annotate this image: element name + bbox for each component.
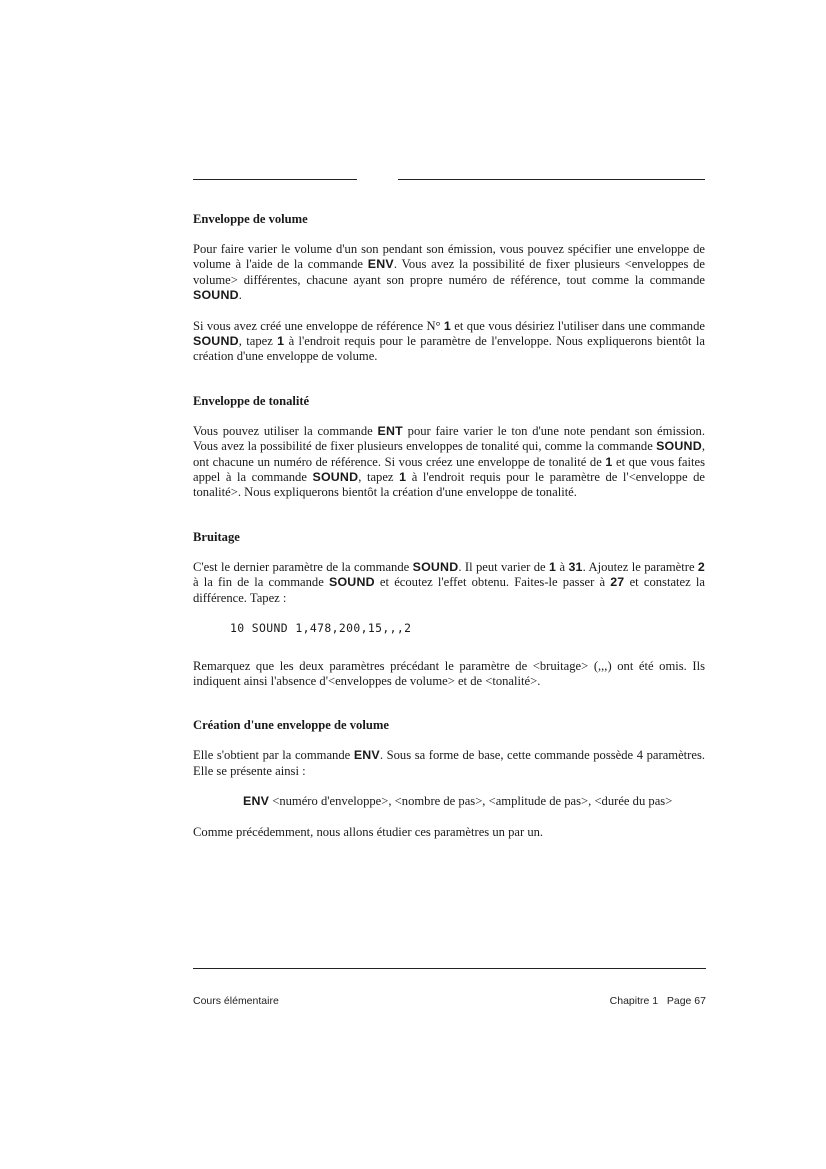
keyword: 1 (549, 559, 557, 574)
section-heading: Enveloppe de volume (193, 212, 308, 226)
top-rule-right (398, 179, 705, 180)
keyword: SOUND (412, 559, 459, 574)
paragraph (193, 424, 705, 501)
footer-left: Cours élémentaire (193, 995, 279, 1007)
top-rule-left (193, 179, 357, 180)
footer-right: Chapitre 1 Page 67 (609, 995, 706, 1007)
text-run: . Sous sa forme de base, cette commande possède 4 paramètres. Elle se présente ainsi : (193, 748, 705, 778)
text-run: Remarquez que les deux paramètres précédant le paramètre de <bruitage> (,,,) ont été omis. Ils indiquent ainsi l'absence d'<enveloppes de volume> et de <tonalité>. (193, 658, 705, 688)
keyword: 1 (443, 318, 451, 333)
syntax-block (243, 794, 705, 809)
text-run: et écoutez l'effet obtenu. Faites-le passer à (374, 575, 611, 590)
text-run: Pour faire varier le volume d'un son pendant son émission, vous pouvez spécifier une enveloppe de volume à l'aide de la commande (193, 242, 705, 272)
keyword: SOUND (329, 575, 375, 590)
section-enveloppe-tonalite (193, 394, 705, 501)
text-run: Comme précédemment, nous allons étudier ces paramètres un par un. (193, 824, 544, 839)
text-run: C'est le dernier paramètre de la commande (193, 559, 413, 574)
text-run: et constatez la différence. Tapez : (193, 575, 705, 605)
text-run: . Vous avez la possibilité de fixer plusieurs <enveloppes de volume> différentes, chacune ayant son propre numéro de référence, tout comme la commande (193, 257, 705, 287)
section-bruitage (193, 530, 705, 689)
keyword: SOUND (193, 288, 239, 303)
keyword: ENV (243, 794, 270, 809)
text-run: , tapez (238, 334, 278, 349)
code-example: 10 SOUND 1,478,200,15,,,2 (230, 621, 412, 636)
section-enveloppe-volume (193, 212, 705, 365)
paragraph (193, 319, 705, 365)
text-run: à l'endroit requis pour le paramètre de l'enveloppe. Nous expliquerons bientôt la création d'une enveloppe de volume. (193, 334, 705, 364)
text-run: . Ajoutez le paramètre (582, 559, 698, 574)
paragraph (193, 748, 705, 779)
text-run: pour faire varier le ton d'une note pendant son émission. Vous avez la possibilité de fixer plusieurs enveloppes de tonalité qui, comme la commande (193, 423, 705, 454)
keyword: SOUND (193, 334, 239, 349)
paragraph (193, 560, 705, 606)
text-run: et que vous désiriez l'utiliser dans une commande (451, 318, 705, 333)
text-run: <numéro d'enveloppe>, <nombre de pas>, <amplitude de pas>, <durée du pas> (269, 794, 673, 809)
keyword: 1 (277, 334, 285, 349)
text-run: , tapez (358, 470, 400, 485)
section-heading: Enveloppe de tonalité (193, 393, 310, 408)
text-run: à (556, 559, 569, 574)
section-creation-enveloppe (193, 718, 705, 840)
text-run: . (238, 288, 242, 303)
paragraph (193, 659, 705, 690)
paragraph (193, 242, 705, 304)
text-run: Elle s'obtient par la commande (193, 748, 354, 763)
text-run: . Il peut varier de (458, 559, 550, 574)
keyword: SOUND (656, 439, 702, 454)
keyword: ENV (353, 748, 380, 763)
section-heading: Bruitage (193, 529, 240, 544)
text-run: , ont chacune un numéro de référence. Si vous créez une enveloppe de tonalité de (193, 439, 705, 469)
text-run: et que vous faites appel à la commande (193, 454, 706, 485)
keyword: 27 (610, 575, 625, 590)
keyword: 1 (605, 454, 613, 469)
text-run: Si vous avez créé une enveloppe de référence N° (193, 318, 444, 333)
keyword: 31 (568, 559, 583, 574)
bottom-rule (193, 968, 706, 969)
page-content (193, 212, 705, 855)
text-run: Vous pouvez utiliser la commande (193, 423, 378, 438)
text-run: à la fin de la commande (193, 575, 329, 590)
keyword: SOUND (312, 470, 359, 485)
keyword: 1 (399, 470, 407, 485)
paragraph (193, 825, 705, 840)
section-heading: Création d'une enveloppe de volume (193, 718, 389, 733)
keyword: 2 (697, 559, 706, 574)
keyword: ENV (367, 257, 394, 272)
keyword: ENT (377, 423, 403, 438)
text-run: à l'endroit requis pour le paramètre de l'<enveloppe de tonalité>. Nous expliquerons bientôt la création d'une enveloppe de tonalité. (193, 470, 706, 500)
